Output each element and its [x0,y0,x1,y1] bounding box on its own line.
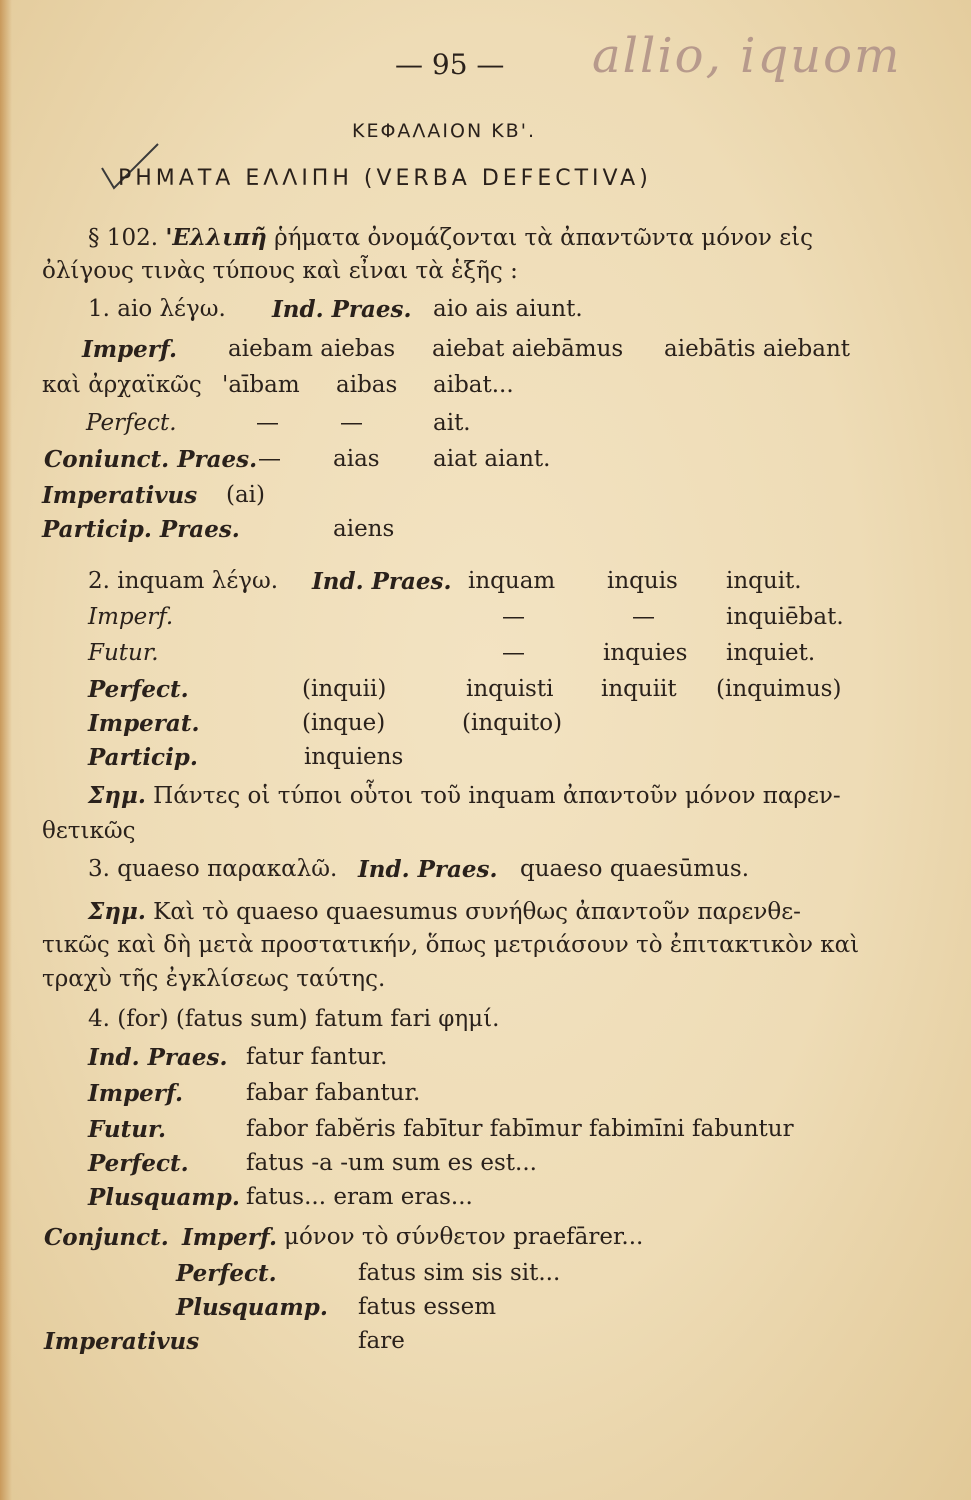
verb1-particip-label: Particip. Praes. [42,516,240,543]
verb4-row-label-2: Imperf. [88,1080,184,1107]
verb2-heading-1: inquam [468,568,556,594]
verb2-note-text-1: Πάντες οἱ τύποι οὗτοι τοῦ inquam ἀπαντοῦν μόνον παρεν- [153,783,841,809]
verb2-perfect-1: (inquii) [302,676,387,702]
verb2-imperf-3: inquiēbat. [726,604,844,630]
verb1-forms: aio ais aiunt. [433,296,583,322]
verb4-row-value-2: fabar fabantur. [246,1080,421,1106]
verb4-conj-perfect-value: fatus sim sis sit... [358,1260,561,1286]
verb2-perfect-4: (inquimus) [716,676,842,702]
verb1-imperf-label: Imperf. [82,336,178,363]
verb1-imperativus-label: Imperativus [42,482,198,509]
verb1-archaic-label: καὶ ἀρχαϊκῶς [42,372,202,398]
verb4-row-value-4: fatus -a -um sum es est... [246,1150,537,1176]
verb3-note-label: Σημ. [88,898,146,925]
verb4-row-label-3: Futur. [88,1116,167,1143]
verb2-perfect-3: inquiit [601,676,677,702]
verb2-imperf-label: Imperf. [88,604,174,630]
verb4-imperativus-label: Imperativus [44,1328,200,1355]
verb4-conj-label: Conjunct. [44,1224,169,1251]
verb3-note-line-2: τικῶς καὶ δὴ μετὰ προστατικήν, ὅπως μετριάσουν τὸ ἐπιτακτικὸν καὶ [42,932,860,958]
chapter-title: ΡΗΜΑΤΑ ΕΛΛΙΠΗ (VERBA DEFECTIVA) [118,166,652,191]
verb2-particip-label: Particip. [88,744,198,771]
verb2-imperat-label: Imperat. [88,710,200,737]
verb1-coniunct-label: Coniunct. Praes. [44,446,258,473]
verb2-heading-2: inquis [607,568,678,594]
verb4-row-label-1: Ind. Praes. [88,1044,228,1071]
verb1-imperf-2: aiebat aiebāmus [432,336,624,362]
verb2-perfect-2: inquisti [466,676,554,702]
verb4-row-value-5: fatus... eram eras... [246,1184,473,1210]
verb1-archaic-1: 'aībam [222,372,300,398]
verb2-imperat-1: (inque) [302,710,386,736]
verb2-note-line-1 [88,782,841,809]
verb2-futur-label: Futur. [88,640,159,666]
verb2-futur-3: inquiet. [726,640,816,666]
section-number: § 102. [88,225,159,251]
verb4-heading: 4. (for) (fatus sum) fatum fari φημί. [88,1006,500,1032]
verb4-imperativus-value: fare [358,1328,405,1354]
verb2-futur-1: — [502,640,525,666]
verb3-form-label: Ind. Praes. [358,856,498,883]
verb1-perfect-2: — [340,410,363,436]
chapter-heading: ΚΕΦΑΛΑΙΟΝ ΚΒ'. [352,120,536,142]
verb4-conj-plusq-value: fatus essem [358,1294,497,1320]
verb3-number: 3. quaeso παρακαλῶ. [88,856,338,882]
verb3-forms: quaeso quaesūmus. [520,856,750,882]
verb1-perfect-3: ait. [433,410,471,436]
verb2-note-line-2: θετικῶς [42,818,136,844]
verb1-coniunct-1: aias [333,446,380,472]
verb3-note-line-1 [88,898,801,925]
verb1-coniunct-2: aiat aiant. [433,446,551,472]
intro-line-1 [88,224,813,251]
verb4-conj-perfect-label: Perfect. [176,1260,277,1287]
verb1-particip-value: aiens [333,516,395,542]
verb1-coniunct-dash: — [258,446,281,472]
verb1-form-label: Ind. Praes. [272,296,412,323]
verb1-number: 1. aio λέγω. [88,296,226,322]
verb2-note-label: Σημ. [88,782,146,809]
handwritten-note: allio, iquom [592,28,902,84]
page-binding-shadow [0,0,12,1500]
intro-line-1-rest: ῥήματα ὀνομάζονται τὰ ἀπαντῶντα μόνον εἰς [274,225,814,251]
verb4-conj-plusq-label: Plusquamp. [176,1294,328,1321]
verb2-imperat-2: (inquito) [462,710,563,736]
verb4-row-label-5: Plusquamp. [88,1184,240,1211]
verb1-imperativus-value: (ai) [226,482,266,508]
verb4-row-value-1: fatur fantur. [246,1044,388,1070]
verb2-number: 2. inquam λέγω. [88,568,279,594]
verb1-perfect-1: — [256,410,279,436]
verb3-note-line-3: τραχὺ τῆς ἐγκλίσεως ταύτης. [42,966,386,992]
verb1-perfect-label: Perfect. [86,410,177,436]
page-number: — 95 — [395,48,505,81]
verb2-form-label: Ind. Praes. [312,568,452,595]
verb4-row-label-4: Perfect. [88,1150,189,1177]
verb2-imperf-1: — [502,604,525,630]
verb4-row-value-3: fabor fabĕris fabītur fabīmur fabimīni fabuntur [246,1116,794,1142]
verb2-futur-2: inquies [603,640,688,666]
verb4-conj-imperf-label: Imperf. [182,1224,278,1251]
verb1-imperf-3: aiebātis aiebant [664,336,850,362]
verb2-imperf-2: — [632,604,655,630]
verb1-archaic-2: aibas [336,372,398,398]
verb2-particip-value: inquiens [304,744,404,770]
verb3-note-text-1: Καὶ τὸ quaeso quaesumus συνήθως ἀπαντοῦν παρενθε- [153,899,801,925]
intro-lead-word: 'Ελλιπῆ [165,224,267,251]
verb2-perfect-label: Perfect. [88,676,189,703]
intro-line-2: ὀλίγους τινὰς τύπους καὶ εἶναι τὰ ἑξῆς : [42,258,518,284]
verb1-archaic-3: aibat... [433,372,514,398]
verb1-imperf-1: aiebam aiebas [228,336,396,362]
verb4-conj-imperf-value: μόνον τὸ σύνθετον praefārer... [284,1224,644,1250]
verb2-heading-3: inquit. [726,568,802,594]
